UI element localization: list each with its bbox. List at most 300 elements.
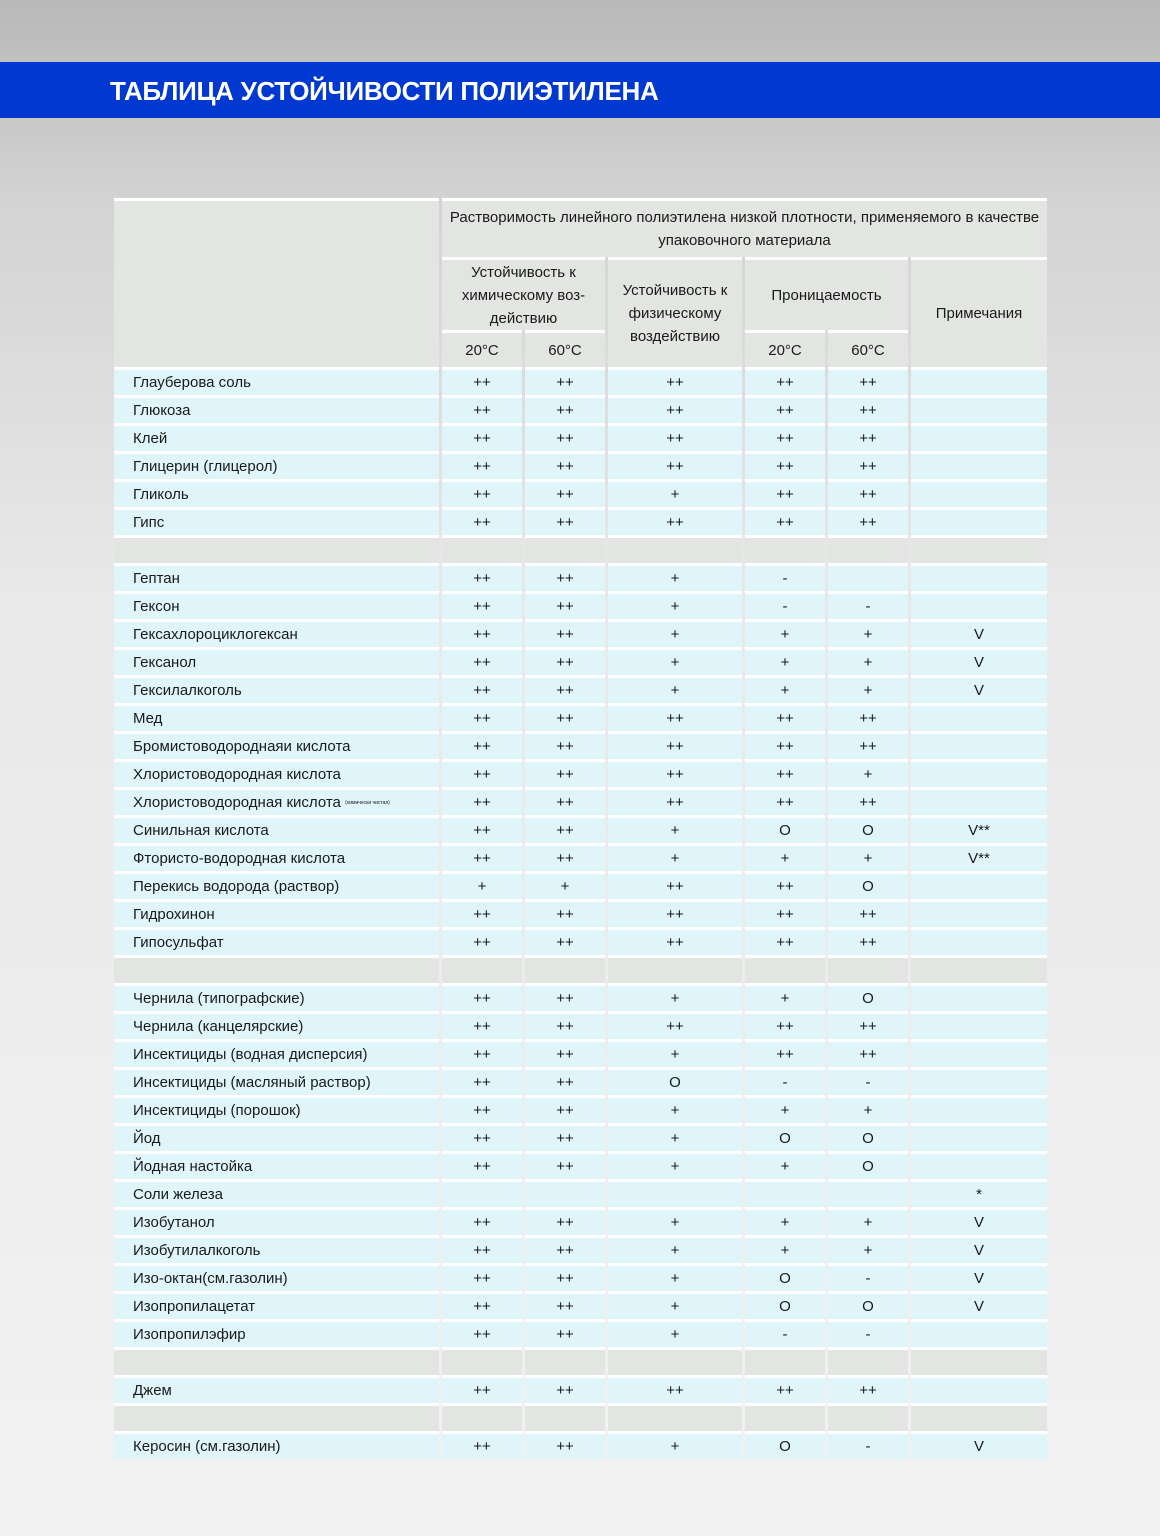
chem-60c-cell: ++: [525, 675, 605, 703]
note-cell: *: [911, 1179, 1047, 1207]
physical-cell: ++: [608, 759, 742, 787]
substance-name-cell: [114, 1207, 439, 1235]
chem-60c-cell: ++: [525, 843, 605, 871]
table-row: [114, 843, 1047, 871]
header-perm-20c: 20°C: [745, 330, 825, 367]
perm-20c-cell: ++: [745, 787, 825, 815]
physical-cell: +: [608, 1291, 742, 1319]
perm-20c-cell: O: [745, 1263, 825, 1291]
gap-cell: [442, 1347, 522, 1375]
chem-60c-cell: ++: [525, 395, 605, 423]
physical-cell: ++: [608, 871, 742, 899]
substance-name-cell: [114, 479, 439, 507]
physical-cell: ++: [608, 787, 742, 815]
substance-name-cell: [114, 1431, 439, 1459]
chem-60c-cell: [525, 1179, 605, 1207]
perm-60c-cell: O: [828, 815, 908, 843]
substance-name: Чернила (канцелярские): [133, 1018, 304, 1035]
perm-20c-cell: ++: [745, 899, 825, 927]
perm-60c-cell: +: [828, 843, 908, 871]
substance-name-cell: [114, 843, 439, 871]
physical-cell: +: [608, 563, 742, 591]
chem-60c-cell: ++: [525, 451, 605, 479]
perm-60c-cell: ++: [828, 1011, 908, 1039]
gap-cell: [911, 955, 1047, 983]
table-row: [114, 675, 1047, 703]
note-cell: [911, 1095, 1047, 1123]
perm-20c-cell: [745, 1179, 825, 1207]
chem-20c-cell: ++: [442, 927, 522, 955]
substance-name-cell: [114, 507, 439, 535]
chem-20c-cell: ++: [442, 1151, 522, 1179]
substance-name-cell: [114, 1319, 439, 1347]
note-cell: [911, 787, 1047, 815]
chem-20c-cell: ++: [442, 1235, 522, 1263]
chem-20c-cell: ++: [442, 647, 522, 675]
gap-cell: [114, 955, 439, 983]
table-row: [114, 395, 1047, 423]
perm-20c-cell: ++: [745, 871, 825, 899]
perm-60c-cell: +: [828, 675, 908, 703]
physical-cell: +: [608, 1263, 742, 1291]
substance-name: Гидрохинон: [133, 906, 215, 923]
chem-20c-cell: ++: [442, 1207, 522, 1235]
gap-cell: [525, 535, 605, 563]
table-row: [114, 983, 1047, 1011]
chem-60c-cell: ++: [525, 479, 605, 507]
substance-name: Инсектициды (порошок): [133, 1102, 301, 1119]
chem-20c-cell: ++: [442, 1263, 522, 1291]
table-row: [114, 1095, 1047, 1123]
note-cell: [911, 507, 1047, 535]
chem-20c-cell: ++: [442, 1123, 522, 1151]
chem-60c-cell: ++: [525, 423, 605, 451]
note-cell: V: [911, 1235, 1047, 1263]
substance-name-cell: [114, 1235, 439, 1263]
physical-cell: +: [608, 1123, 742, 1151]
perm-60c-cell: O: [828, 983, 908, 1011]
table-gap-row: [114, 535, 1047, 563]
chem-20c-cell: ++: [442, 591, 522, 619]
chem-20c-cell: ++: [442, 367, 522, 395]
chem-20c-cell: ++: [442, 1291, 522, 1319]
table-row: [114, 1123, 1047, 1151]
chem-20c-cell: ++: [442, 1375, 522, 1403]
substance-name-cell: [114, 647, 439, 675]
gap-cell: [911, 1347, 1047, 1375]
note-cell: [911, 1067, 1047, 1095]
chem-60c-cell: ++: [525, 647, 605, 675]
physical-cell: ++: [608, 1375, 742, 1403]
chem-20c-cell: ++: [442, 731, 522, 759]
header-chem-20c: 20°C: [442, 330, 522, 367]
perm-20c-cell: -: [745, 591, 825, 619]
gap-cell: [745, 1403, 825, 1431]
note-cell: [911, 927, 1047, 955]
substance-name-cell: [114, 1375, 439, 1403]
substance-name-cell: [114, 703, 439, 731]
header-perm-60c: 60°C: [828, 330, 908, 367]
physical-cell: +: [608, 843, 742, 871]
physical-cell: +: [608, 1235, 742, 1263]
chem-20c-cell: ++: [442, 1039, 522, 1067]
table-row: [114, 367, 1047, 395]
table-row: [114, 731, 1047, 759]
substance-name: Джем: [133, 1382, 172, 1399]
perm-60c-cell: O: [828, 1123, 908, 1151]
resistance-table-container: [114, 198, 1050, 1459]
substance-name-cell: [114, 591, 439, 619]
perm-60c-cell: [828, 1179, 908, 1207]
gap-cell: [525, 1347, 605, 1375]
table-row: [114, 1039, 1047, 1067]
chem-20c-cell: ++: [442, 1431, 522, 1459]
perm-20c-cell: +: [745, 647, 825, 675]
note-cell: [911, 703, 1047, 731]
chem-60c-cell: ++: [525, 731, 605, 759]
chem-60c-cell: ++: [525, 619, 605, 647]
gap-cell: [608, 955, 742, 983]
substance-name: Йодная настойка: [133, 1158, 253, 1175]
gap-cell: [608, 1347, 742, 1375]
table-row: [114, 1235, 1047, 1263]
header-chem-60c: 60°C: [525, 330, 605, 367]
substance-name: Глауберова соль: [133, 374, 251, 391]
physical-cell: +: [608, 815, 742, 843]
substance-name: Клей: [133, 430, 168, 447]
physical-cell: +: [608, 1319, 742, 1347]
perm-60c-cell: ++: [828, 927, 908, 955]
chem-60c-cell: ++: [525, 1235, 605, 1263]
perm-60c-cell: ++: [828, 899, 908, 927]
perm-60c-cell: +: [828, 619, 908, 647]
chem-60c-cell: ++: [525, 367, 605, 395]
substance-name: Гептан: [133, 570, 180, 587]
title-banner: [0, 62, 1160, 118]
table-row: [114, 591, 1047, 619]
note-cell: [911, 395, 1047, 423]
gap-cell: [608, 535, 742, 563]
page-title: ТАБЛИЦА УСТОЙЧИВОСТИ ПОЛИЭТИЛЕНА: [110, 76, 659, 106]
substance-name-cell: [114, 367, 439, 395]
perm-20c-cell: -: [745, 1067, 825, 1095]
note-cell: [911, 1151, 1047, 1179]
resistance-table: [111, 198, 1050, 1459]
chem-20c-cell: ++: [442, 451, 522, 479]
chem-20c-cell: ++: [442, 1319, 522, 1347]
table-row: [114, 1431, 1047, 1459]
perm-60c-cell: ++: [828, 1375, 908, 1403]
chem-20c-cell: ++: [442, 479, 522, 507]
note-cell: [911, 871, 1047, 899]
chem-60c-cell: ++: [525, 927, 605, 955]
table-gap-row: [114, 1403, 1047, 1431]
chem-60c-cell: ++: [525, 1151, 605, 1179]
substance-name: Инсектициды (водная дисперсия): [133, 1046, 368, 1063]
table-gap-row: [114, 1347, 1047, 1375]
gap-cell: [114, 1403, 439, 1431]
perm-60c-cell: ++: [828, 731, 908, 759]
perm-20c-cell: ++: [745, 479, 825, 507]
note-cell: V: [911, 647, 1047, 675]
table-row: [114, 647, 1047, 675]
perm-20c-cell: ++: [745, 367, 825, 395]
chem-20c-cell: ++: [442, 675, 522, 703]
perm-60c-cell: ++: [828, 479, 908, 507]
perm-60c-cell: ++: [828, 787, 908, 815]
perm-20c-cell: ++: [745, 731, 825, 759]
table-row: [114, 1011, 1047, 1039]
header-group-title: Растворимость линейного полиэтилена низкой плотности, применяемого в качестве упаковочного материала: [442, 198, 1047, 257]
physical-cell: ++: [608, 899, 742, 927]
physical-cell: +: [608, 1095, 742, 1123]
substance-name-cell: [114, 1067, 439, 1095]
perm-20c-cell: ++: [745, 423, 825, 451]
substance-name: Чернила (типографские): [133, 990, 305, 1007]
header-physical-resistance: Устойчивость к физическому воздействию: [608, 257, 742, 367]
perm-20c-cell: O: [745, 1291, 825, 1319]
chem-60c-cell: ++: [525, 1431, 605, 1459]
perm-20c-cell: +: [745, 1207, 825, 1235]
note-cell: [911, 1123, 1047, 1151]
chem-60c-cell: ++: [525, 563, 605, 591]
chem-60c-cell: ++: [525, 1375, 605, 1403]
physical-cell: ++: [608, 395, 742, 423]
chem-20c-cell: ++: [442, 1067, 522, 1095]
table-row: [114, 1263, 1047, 1291]
header-chemical-resistance: Устойчивость к химическому воз-действию: [442, 257, 605, 330]
table-row: [114, 1375, 1047, 1403]
perm-20c-cell: ++: [745, 507, 825, 535]
chem-20c-cell: +: [442, 871, 522, 899]
physical-cell: +: [608, 1039, 742, 1067]
perm-60c-cell: ++: [828, 423, 908, 451]
substance-name-cell: [114, 815, 439, 843]
physical-cell: O: [608, 1067, 742, 1095]
chem-60c-cell: ++: [525, 591, 605, 619]
substance-name: Инсектициды (масляный раствор): [133, 1074, 371, 1091]
substance-name: Бромистоводороднаяи кислота: [133, 738, 351, 755]
substance-name: Перекись водорода (раствор): [133, 878, 340, 895]
note-cell: [911, 731, 1047, 759]
perm-60c-cell: ++: [828, 703, 908, 731]
gap-cell: [745, 955, 825, 983]
chem-60c-cell: ++: [525, 1291, 605, 1319]
perm-60c-cell: +: [828, 1235, 908, 1263]
perm-60c-cell: +: [828, 1207, 908, 1235]
physical-cell: +: [608, 591, 742, 619]
note-cell: [911, 423, 1047, 451]
chem-60c-cell: ++: [525, 1207, 605, 1235]
table-row: [114, 871, 1047, 899]
substance-name-cell: [114, 451, 439, 479]
physical-cell: +: [608, 619, 742, 647]
physical-cell: ++: [608, 367, 742, 395]
table-row: [114, 899, 1047, 927]
substance-name: Хлористоводородная кислота: [133, 794, 341, 811]
physical-cell: +: [608, 675, 742, 703]
perm-20c-cell: ++: [745, 703, 825, 731]
substance-name-cell: [114, 871, 439, 899]
perm-20c-cell: ++: [745, 1375, 825, 1403]
physical-cell: +: [608, 1431, 742, 1459]
gap-cell: [828, 955, 908, 983]
substance-name-cell: [114, 731, 439, 759]
chem-20c-cell: ++: [442, 563, 522, 591]
perm-60c-cell: ++: [828, 451, 908, 479]
perm-20c-cell: +: [745, 619, 825, 647]
perm-60c-cell: ++: [828, 507, 908, 535]
note-cell: [911, 983, 1047, 1011]
perm-60c-cell: -: [828, 1263, 908, 1291]
table-row: [114, 1319, 1047, 1347]
chem-20c-cell: [442, 1179, 522, 1207]
substance-name: Фтористо-водородная кислота: [133, 850, 346, 867]
chem-60c-cell: ++: [525, 1095, 605, 1123]
gap-cell: [608, 1403, 742, 1431]
note-cell: [911, 1011, 1047, 1039]
perm-60c-cell: O: [828, 1151, 908, 1179]
substance-name: Изопропилацетат: [133, 1298, 256, 1315]
note-cell: V**: [911, 815, 1047, 843]
chem-60c-cell: ++: [525, 1319, 605, 1347]
gap-cell: [525, 1403, 605, 1431]
note-cell: V: [911, 1291, 1047, 1319]
substance-name: Синильная кислота: [133, 822, 269, 839]
perm-60c-cell: O: [828, 871, 908, 899]
perm-20c-cell: O: [745, 815, 825, 843]
header-corner-cell: [114, 198, 439, 367]
substance-name-cell: [114, 1151, 439, 1179]
gap-cell: [442, 1403, 522, 1431]
substance-name-cell: [114, 759, 439, 787]
physical-cell: [608, 1179, 742, 1207]
chem-20c-cell: ++: [442, 1011, 522, 1039]
table-row: [114, 451, 1047, 479]
substance-name: Соли железа: [133, 1186, 224, 1203]
perm-20c-cell: -: [745, 1319, 825, 1347]
perm-60c-cell: -: [828, 591, 908, 619]
perm-20c-cell: -: [745, 563, 825, 591]
table-row: [114, 1179, 1047, 1207]
substance-name-cell: [114, 423, 439, 451]
note-cell: [911, 1375, 1047, 1403]
physical-cell: ++: [608, 703, 742, 731]
substance-name-cell: [114, 675, 439, 703]
substance-name: Мед: [133, 710, 163, 727]
perm-60c-cell: ++: [828, 367, 908, 395]
note-cell: [911, 367, 1047, 395]
physical-cell: +: [608, 983, 742, 1011]
substance-name: Хлористоводородная кислота: [133, 766, 341, 783]
substance-name-cell: [114, 1095, 439, 1123]
substance-name-cell: [114, 899, 439, 927]
chem-60c-cell: ++: [525, 1039, 605, 1067]
substance-name: Глицерин (глицерол): [133, 458, 278, 475]
perm-60c-cell: +: [828, 647, 908, 675]
gap-cell: [911, 535, 1047, 563]
physical-cell: ++: [608, 423, 742, 451]
substance-name: Гликоль: [133, 486, 189, 503]
perm-20c-cell: +: [745, 675, 825, 703]
chem-20c-cell: ++: [442, 619, 522, 647]
chem-60c-cell: ++: [525, 899, 605, 927]
chem-20c-cell: ++: [442, 703, 522, 731]
substance-name: Керосин (см.газолин): [133, 1438, 281, 1455]
table-gap-row: [114, 955, 1047, 983]
note-cell: [911, 591, 1047, 619]
chem-20c-cell: ++: [442, 815, 522, 843]
note-cell: [911, 899, 1047, 927]
note-cell: [911, 451, 1047, 479]
chem-20c-cell: ++: [442, 1095, 522, 1123]
perm-60c-cell: -: [828, 1067, 908, 1095]
gap-cell: [114, 1347, 439, 1375]
physical-cell: ++: [608, 1011, 742, 1039]
substance-name: Изобутилалкоголь: [133, 1242, 261, 1259]
perm-20c-cell: +: [745, 1235, 825, 1263]
gap-cell: [114, 535, 439, 563]
perm-60c-cell: ++: [828, 1039, 908, 1067]
chem-60c-cell: ++: [525, 759, 605, 787]
substance-name-cell: [114, 1291, 439, 1319]
substance-name-cell: [114, 927, 439, 955]
chem-60c-cell: ++: [525, 787, 605, 815]
table-row: [114, 759, 1047, 787]
substance-name: Йод: [133, 1130, 161, 1147]
chem-60c-cell: ++: [525, 507, 605, 535]
table-row: [114, 1207, 1047, 1235]
chem-60c-cell: ++: [525, 1263, 605, 1291]
header-notes: Примечания: [911, 257, 1047, 367]
substance-name-cell: [114, 395, 439, 423]
table-row: [114, 787, 1047, 815]
table-row: [114, 927, 1047, 955]
header-permeability: Проницаемость: [745, 257, 908, 330]
physical-cell: ++: [608, 927, 742, 955]
substance-name: Изобутанол: [133, 1214, 215, 1231]
physical-cell: +: [608, 1207, 742, 1235]
physical-cell: ++: [608, 451, 742, 479]
perm-20c-cell: ++: [745, 927, 825, 955]
perm-60c-cell: O: [828, 1291, 908, 1319]
table-row: [114, 507, 1047, 535]
physical-cell: +: [608, 647, 742, 675]
gap-cell: [745, 1347, 825, 1375]
note-cell: [911, 1039, 1047, 1067]
chem-20c-cell: ++: [442, 395, 522, 423]
perm-20c-cell: O: [745, 1431, 825, 1459]
perm-20c-cell: O: [745, 1123, 825, 1151]
substance-name: Гексон: [133, 598, 180, 615]
chem-60c-cell: +: [525, 871, 605, 899]
gap-cell: [911, 1403, 1047, 1431]
note-cell: [911, 1319, 1047, 1347]
table-header: [114, 198, 1047, 367]
chem-20c-cell: ++: [442, 843, 522, 871]
perm-60c-cell: ++: [828, 395, 908, 423]
substance-name-cell: [114, 983, 439, 1011]
table-row: [114, 1067, 1047, 1095]
note-cell: V: [911, 619, 1047, 647]
note-cell: V: [911, 1431, 1047, 1459]
substance-name: Глюкоза: [133, 402, 191, 419]
physical-cell: ++: [608, 731, 742, 759]
table-row: [114, 1151, 1047, 1179]
physical-cell: +: [608, 479, 742, 507]
perm-20c-cell: ++: [745, 1039, 825, 1067]
gap-cell: [828, 1403, 908, 1431]
